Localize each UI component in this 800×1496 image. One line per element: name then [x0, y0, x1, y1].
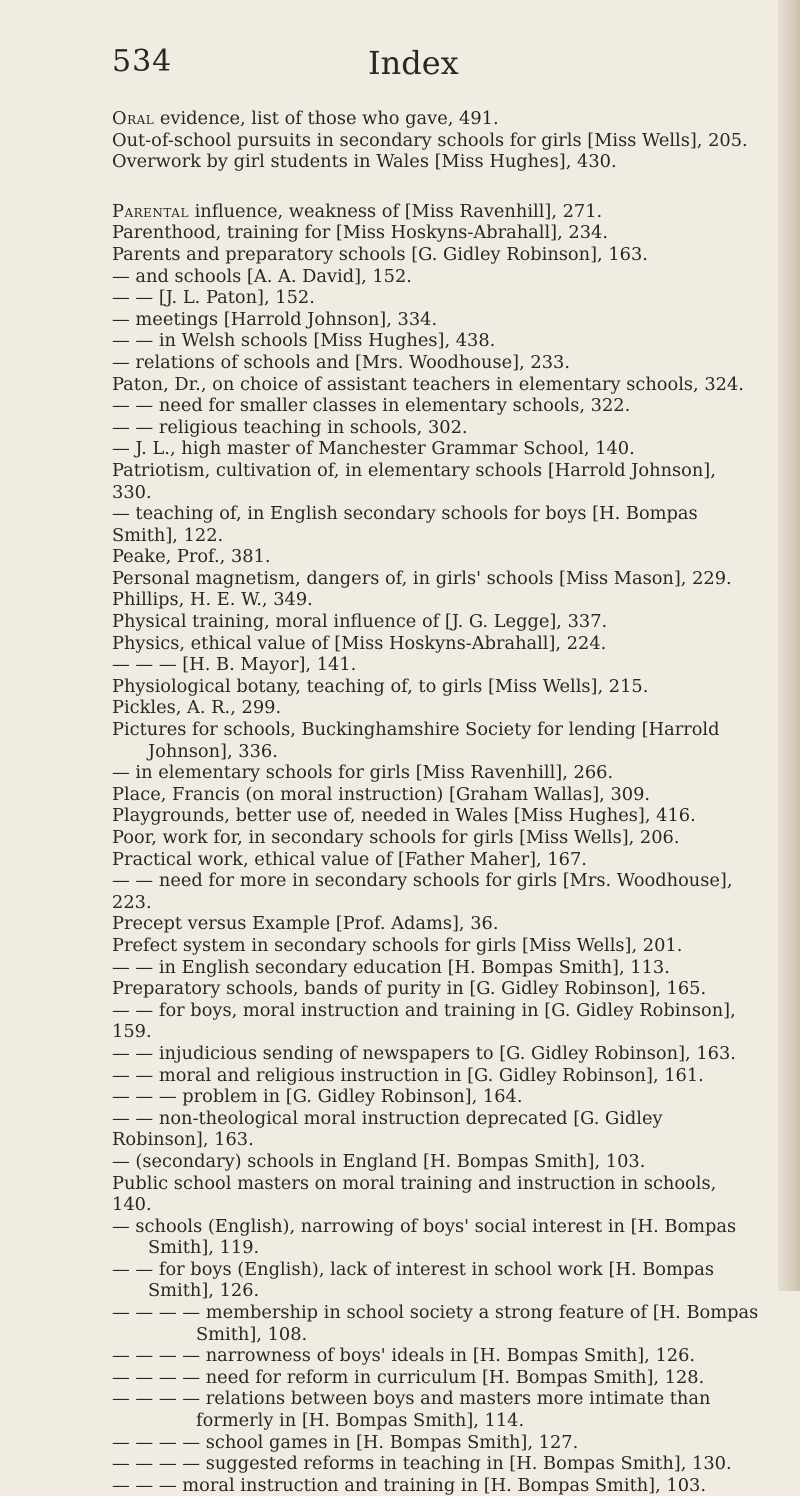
index-entry-text: — — in Welsh schools [Miss Hughes], 438.	[112, 330, 496, 352]
index-entry-text: Parents and preparatory schools [G. Gidley Robinson], 163.	[112, 243, 648, 265]
index-entry-text: Out-of-school pursuits in secondary schools for girls [Miss Wells], 205.	[112, 129, 748, 151]
page-header	[0, 44, 760, 84]
index-entry	[0, 827, 760, 849]
index-entry-text: Preparatory schools, bands of purity in [G. Gidley Robinson], 165.	[112, 978, 707, 1000]
index-entry-text: evidence, list of those who gave, 491.	[154, 108, 499, 129]
index-entry-text: — — — moral instruction and training in [H. Bompas Smith], 103.	[112, 1474, 707, 1496]
index-entry-text: — — — — relations between boys and masters more intimate than formerly in [H. Bompas Smith], 114.	[112, 1388, 717, 1432]
index-entry	[0, 1216, 760, 1259]
index-entry-text: — teaching of, in English secondary schools for boys [H. Bompas Smith], 122.	[112, 503, 704, 546]
index-entry	[0, 1302, 764, 1345]
index-entry	[0, 676, 760, 698]
page-edge	[778, 0, 800, 1291]
index-entry-text: Precept versus Example [Prof. Adams], 36.	[112, 913, 499, 935]
index-entry	[0, 1345, 760, 1367]
index-entry	[0, 108, 760, 130]
index-entry	[0, 1173, 760, 1216]
index-entry-text: — — — — membership in school society a strong feature of [H. Bompas Smith], 108.	[112, 1302, 764, 1345]
index-entry	[0, 330, 760, 352]
index-entry	[0, 352, 760, 374]
index-entry-text: — in elementary schools for girls [Miss Ravenhill], 266.	[112, 762, 614, 784]
index-entry	[0, 957, 760, 979]
index-entry	[0, 1367, 760, 1389]
index-entry-text: — and schools [A. A. David], 152.	[112, 265, 412, 287]
index-entry	[0, 633, 760, 655]
index-entry	[0, 1065, 760, 1087]
index-entry-text: Place, Francis (on moral instruction) [Graham Wallas], 309.	[112, 783, 651, 805]
index-entry-text: — — — problem in [G. Gidley Robinson], 164.	[112, 1086, 523, 1108]
index-entry	[0, 762, 760, 784]
index-entry	[0, 978, 760, 1000]
index-entry	[0, 849, 760, 871]
index-entry-text: — — [J. L. Paton], 152.	[112, 287, 315, 309]
index-entry	[0, 589, 760, 611]
index-entry	[0, 611, 760, 633]
index-body	[0, 108, 764, 1496]
index-entry-text: — — for boys, moral instruction and training in [G. Gidley Robinson], 159.	[112, 999, 742, 1043]
index-entry-text: Peake, Prof., 381.	[112, 546, 271, 568]
index-entry	[0, 503, 760, 546]
index-entry-text: — — non-theological moral instruction deprecated [G. Gidley Robinson], 163.	[112, 1107, 669, 1151]
index-entry-text: — relations of schools and [Mrs. Woodhouse], 233.	[112, 351, 570, 373]
index-entry-text: — — need for smaller classes in elementary schools, 322.	[112, 395, 631, 417]
index-entry-text: — — — — school games in [H. Bompas Smith], 127.	[112, 1431, 579, 1453]
index-entry-text: influence, weakness of [Miss Ravenhill], 271.	[188, 200, 603, 222]
index-entry	[0, 460, 760, 503]
index-entry-text: Parenthood, training for [Miss Hoskyns-Abrahall], 234.	[112, 222, 608, 244]
index-entry	[0, 222, 760, 244]
index-entry-text: — schools (English), narrowing of boys' social interest in [H. Bompas Smith], 119.	[112, 1215, 742, 1259]
index-entry-text: — — in English secondary education [H. Bompas Smith], 113.	[112, 956, 670, 978]
index-entry-text: Overwork by girl students in Wales [Miss Hughes], 430.	[112, 151, 617, 173]
index-entry-lead: Parental	[112, 200, 189, 222]
index-entry-text: — — — — suggested reforms in teaching in [H. Bompas Smith], 130.	[112, 1453, 732, 1475]
index-entry	[0, 438, 760, 460]
index-entry-text: Prefect system in secondary schools for girls [Miss Wells], 201.	[112, 934, 683, 956]
index-entry	[0, 266, 760, 288]
index-entry-text: Practical work, ethical value of [Father Maher], 167.	[112, 848, 587, 870]
index-entry-text: — — — — narrowness of boys' ideals in [H. Bompas Smith], 126.	[112, 1345, 696, 1367]
index-entry-text: — (secondary) schools in England [H. Bompas Smith], 103.	[112, 1150, 646, 1172]
index-section	[0, 200, 764, 1496]
index-entry	[0, 201, 760, 223]
index-entry-text: Patriotism, cultivation of, in elementary schools [Harrold Johnson], 330.	[112, 459, 722, 503]
index-entry	[0, 374, 760, 396]
index-entry-text: Physiological botany, teaching of, to girls [Miss Wells], 215.	[112, 675, 649, 697]
index-entry-text: — — need for more in secondary schools for girls [Mrs. Woodhouse], 223.	[112, 870, 739, 913]
index-entry	[0, 395, 760, 417]
index-entry-text: — — — [H. B. Mayor], 141.	[112, 654, 357, 676]
index-entry-text: — J. L., high master of Manchester Grammar School, 140.	[112, 438, 635, 460]
index-entry-text: Physical training, moral influence of [J. G. Legge], 337.	[112, 611, 608, 633]
page-title: Index	[368, 44, 459, 82]
index-entry-text: Pickles, A. R., 299.	[112, 697, 282, 719]
index-entry-text: Playgrounds, better use of, needed in Wales [Miss Hughes], 416.	[112, 805, 696, 827]
index-entry	[0, 697, 760, 719]
index-entry	[0, 309, 760, 331]
index-entry	[0, 719, 760, 762]
index-entry	[0, 784, 760, 806]
index-entry	[0, 935, 760, 957]
index-entry-text: — meetings [Harrold Johnson], 334.	[112, 308, 438, 330]
index-entry	[0, 417, 760, 439]
index-entry-text: Paton, Dr., on choice of assistant teachers in elementary schools, 324.	[112, 373, 744, 395]
index-entry-text: Phillips, H. E. W., 349.	[112, 589, 313, 611]
index-entry-text: — — — — need for reform in curriculum [H. Bompas Smith], 128.	[112, 1366, 705, 1388]
index-entry-text: — — for boys (English), lack of interest in school work [H. Bompas Smith], 126.	[112, 1258, 720, 1302]
index-entry	[0, 130, 760, 152]
index-entry	[0, 1453, 760, 1475]
index-entry	[0, 568, 760, 590]
index-entry	[0, 1151, 760, 1173]
index-entry-text: Physics, ethical value of [Miss Hoskyns-Abrahall], 224.	[112, 632, 607, 654]
index-entry	[0, 1108, 760, 1151]
index-entry	[0, 151, 760, 173]
index-entry	[0, 913, 760, 935]
page-number: 534	[112, 44, 173, 79]
index-entry	[0, 1086, 760, 1108]
index-entry-text: Poor, work for, in secondary schools for girls [Miss Wells], 206.	[112, 827, 680, 848]
index-entry-text: Personal magnetism, dangers of, in girls' schools [Miss Mason], 229.	[112, 567, 732, 589]
index-entry	[0, 1000, 760, 1043]
index-entry-text: — — religious teaching in schools, 302.	[112, 416, 468, 438]
index-entry	[0, 546, 760, 568]
index-entry	[0, 287, 760, 309]
index-entry	[0, 870, 760, 913]
index-entry	[0, 805, 760, 827]
index-entry	[0, 244, 760, 266]
index-entry	[0, 1388, 760, 1431]
index-entry	[0, 1432, 760, 1454]
index-entry-text: — — injudicious sending of newspapers to [G. Gidley Robinson], 163.	[112, 1042, 736, 1064]
index-entry	[0, 654, 760, 676]
index-entry	[0, 1259, 760, 1302]
index-entry-text: — — moral and religious instruction in [G. Gidley Robinson], 161.	[112, 1064, 704, 1086]
index-entry	[0, 1475, 760, 1496]
index-entry-text: Public school masters on moral training and instruction in schools, 140.	[112, 1172, 722, 1216]
index-entry-text: Pictures for schools, Buckinghamshire Society for lending [Harrold Johnson], 336.	[112, 719, 726, 762]
index-section	[0, 108, 760, 173]
index-entry	[0, 1043, 760, 1065]
index-entry-lead: Oral	[112, 108, 155, 129]
